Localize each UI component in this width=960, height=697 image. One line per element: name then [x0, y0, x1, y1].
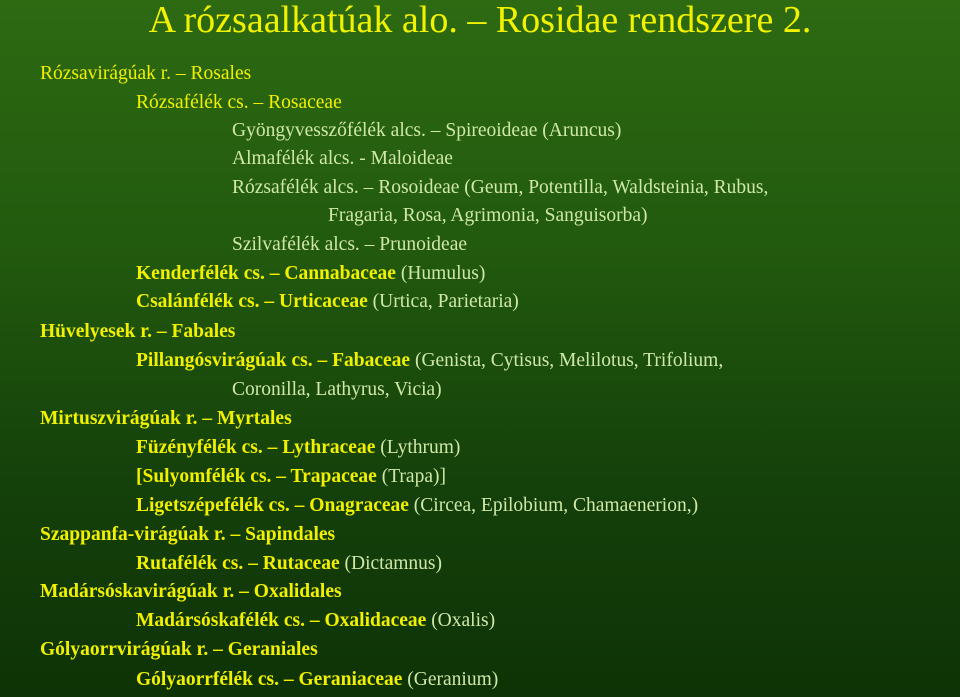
family-name: Füzényfélék cs. – Lythraceae: [136, 437, 376, 458]
family-name: Csalánfélék cs. – Urticaceae: [136, 291, 368, 312]
genera-list: (Lythrum): [375, 437, 461, 458]
genera-list: (Humulus): [395, 263, 486, 284]
genera-list: (Urtica, Parietaria): [367, 291, 519, 312]
family-urticaceae: [136, 290, 519, 314]
subfamily-maloideae: Almafélék alcs. - Maloideae: [232, 148, 453, 169]
family-lythraceae: [136, 436, 460, 460]
family-name: Gólyaorrfélék cs. – Geraniaceae: [136, 669, 403, 690]
order-name: Hüvelyesek r. – Fabales: [40, 321, 236, 342]
genera-list: (Geranium): [402, 669, 499, 690]
genera-list: (Circea, Epilobium, Chamaenerion,): [408, 495, 699, 516]
family-oxalidaceae: [136, 609, 495, 633]
order-name: Mirtuszvirágúak r. – Myrtales: [40, 408, 292, 429]
family-name: Pillangósvirágúak cs. – Fabaceae: [136, 350, 411, 371]
order-rosales: Rózsavirágúak r. – Rosales: [40, 63, 252, 84]
family-name: Kenderfélék cs. – Cannabaceae: [136, 263, 396, 284]
genera-list: (Dictamnus): [339, 553, 442, 574]
genera-list: (Oxalis): [426, 610, 496, 631]
subfamily-rosoideae-cont: Fragaria, Rosa, Agrimonia, Sanguisorba): [328, 205, 648, 226]
family-cannabaceae: [136, 262, 485, 286]
family-rutaceae: [136, 552, 442, 576]
family-name: Madársóskafélék cs. – Oxalidaceae: [136, 610, 427, 631]
genera-list: (Genista, Cytisus, Melilotus, Trifolium,: [410, 350, 724, 371]
subfamily-rosoideae: Rózsafélék alcs. – Rosoideae (Geum, Potentilla, Waldsteinia, Rubus,: [232, 177, 769, 198]
family-fabaceae: [136, 349, 723, 373]
family-name: Ligetszépefélék cs. – Onagraceae: [136, 495, 409, 516]
slide-title: A rózsaalkatúak alo. – Rosidae rendszere 2.: [148, 0, 812, 41]
family-rosaceae: Rózsafélék cs. – Rosaceae: [136, 92, 342, 113]
order-fabales: [40, 320, 235, 344]
family-trapaceae: [136, 465, 446, 489]
family-name: Rutafélék cs. – Rutaceae: [136, 553, 340, 574]
family-onagraceae: [136, 494, 698, 518]
order-oxalidales: [40, 580, 342, 604]
order-name: Madársóskavirágúak r. – Oxalidales: [40, 581, 342, 602]
family-geraniaceae: [136, 668, 498, 692]
order-name: Szappanfa-virágúak r. – Sapindales: [40, 524, 336, 545]
genera-list: (Trapa)]: [376, 466, 446, 487]
genera-list: Coronilla, Lathyrus, Vicia): [232, 379, 442, 400]
order-sapindales: [40, 523, 335, 547]
order-myrtales: [40, 407, 292, 431]
order-geraniales: [40, 638, 318, 662]
family-name: [Sulyomfélék cs. – Trapaceae: [136, 466, 377, 487]
subfamily-prunoideae: Szilvafélék alcs. – Prunoideae: [232, 234, 467, 255]
order-name: Gólyaorrvirágúak r. – Geraniales: [40, 639, 318, 660]
subfamily-spireoideae: Gyöngyvesszőfélék alcs. – Spireoideae (Aruncus): [232, 120, 622, 141]
family-fabaceae-cont: [232, 378, 442, 402]
